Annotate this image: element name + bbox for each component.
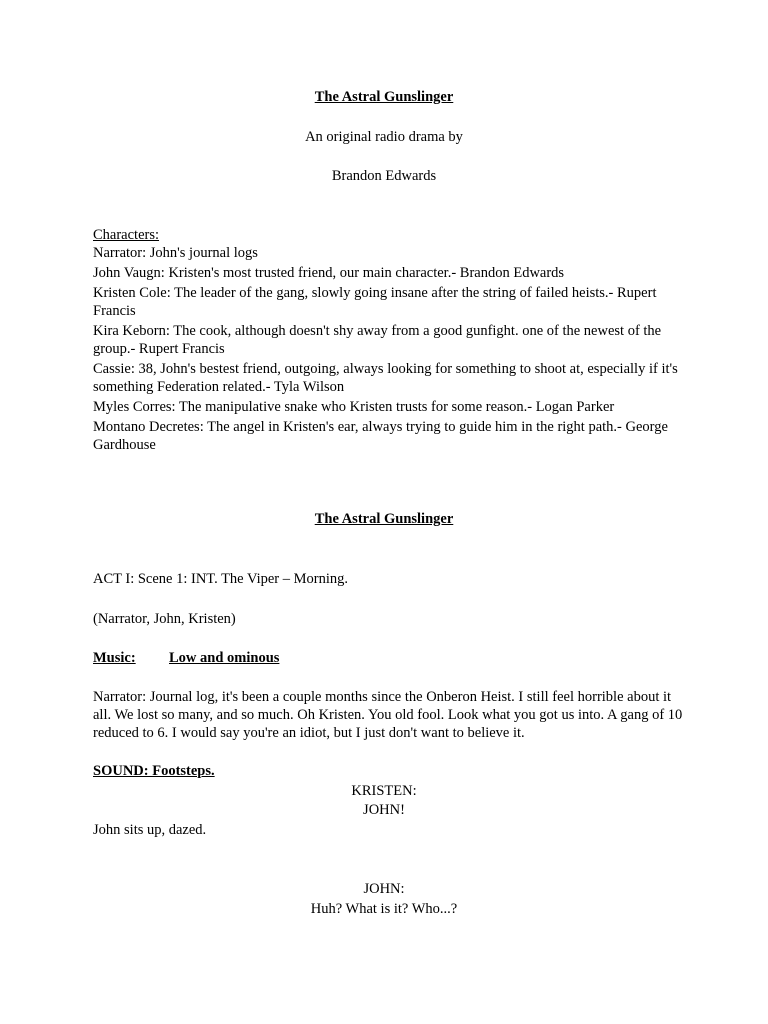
- action-line: John sits up, dazed.: [93, 822, 207, 838]
- music-cue: [93, 649, 683, 667]
- document-subtitle: An original radio drama by: [305, 129, 463, 145]
- character-entry: Narrator: John's journal logs: [93, 245, 258, 261]
- music-value: Low and ominous: [169, 650, 280, 666]
- document-author: Brandon Edwards: [331, 168, 437, 184]
- scene-heading: ACT I: Scene 1: INT. The Viper – Morning.: [93, 571, 348, 587]
- character-entry: Cassie: 38, John's bestest friend, outgoing, always looking for something to shoot at, especially if it's something Federation related.- Tyla Wilson: [93, 361, 678, 395]
- narration-paragraph: Narrator: Journal log, it's been a couple months since the Onberon Heist. I still feel horrible about it all. We lost so many, and so much. Oh Kristen. You old fool. Look what you got us into. A gang of 10 reduced to 6. I would say you're an idiot, but I just don't want to believe it.: [93, 689, 683, 741]
- dialogue-speaker: KRISTEN:: [351, 783, 417, 799]
- dialogue-speaker: JOHN:: [363, 881, 405, 897]
- character-entry: Kristen Cole: The leader of the gang, slowly going insane after the string of failed heists.- Rupert Francis: [93, 285, 657, 319]
- music-label: Music:: [93, 650, 136, 666]
- character-entry: Myles Corres: The manipulative snake who Kristen trusts for some reason.- Logan Parker: [93, 399, 615, 415]
- characters-section: [93, 226, 683, 454]
- character-entry: Kira Keborn: The cook, although doesn't shy away from a good gunfight. one of the newest of the group.- Rupert Francis: [93, 323, 662, 357]
- dialogue-line: JOHN!: [363, 802, 405, 818]
- scene-cast: (Narrator, John, Kristen): [93, 611, 236, 627]
- characters-heading: Characters:: [93, 227, 160, 243]
- sound-cue: SOUND: Footsteps.: [93, 763, 215, 779]
- script-title: The Astral Gunslinger: [314, 511, 454, 527]
- document-title: The Astral Gunslinger: [314, 89, 454, 105]
- character-entry: John Vaugn: Kristen's most trusted friend, our main character.- Brandon Edwards: [93, 265, 565, 281]
- character-entry: Montano Decretes: The angel in Kristen's ear, always trying to guide him in the right path.- George Gardhouse: [93, 419, 668, 453]
- dialogue-line: Huh? What is it? Who...?: [310, 901, 458, 917]
